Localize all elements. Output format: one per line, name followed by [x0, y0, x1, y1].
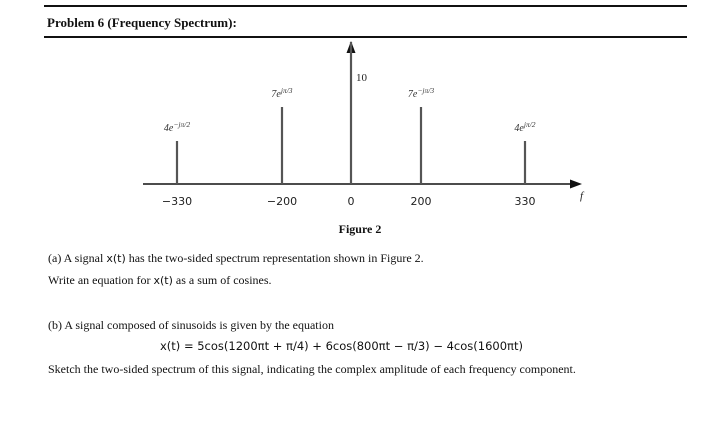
frequency-axis-arrow — [570, 180, 582, 189]
spectrum-figure — [0, 40, 720, 220]
amplitude-label: $4e^{-j\pi/2}$ — [163, 120, 191, 134]
problem-title: Problem 6 (Frequency Spectrum): — [47, 15, 237, 30]
part-a-statement — [48, 251, 424, 266]
axis-f-label: f — [580, 190, 584, 202]
part-a-question-suffix: as a sum of cosines. — [172, 273, 272, 287]
amplitude-label: $7e^{j\pi/3}$ — [271, 86, 293, 100]
part-a-question-prefix: Write an equation for — [48, 273, 154, 287]
part-b-equation: x(t) = 5cos(1200πt + π/4) + 6cos(800πt − π/3) − 4cos(1600πt) — [160, 339, 523, 353]
spectrum-stems — [162, 42, 536, 208]
top-rule — [44, 5, 687, 7]
amplitude-label: $7e^{-j\pi/3}$ — [407, 86, 435, 100]
tick-label: 330 — [514, 195, 536, 208]
part-a-suffix: has the two-sided spectrum representation shown in Figure 2. — [125, 251, 424, 265]
title-underline — [44, 36, 687, 38]
part-b-statement: (b) A signal composed of sinusoids is given by the equation — [48, 318, 334, 332]
amplitude-label: 10 — [356, 72, 367, 84]
tick-label: 200 — [410, 195, 432, 208]
tick-label: −200 — [266, 195, 298, 208]
part-a-question — [48, 273, 272, 288]
signal-symbol: x(t) — [106, 252, 126, 265]
tick-label: 0 — [347, 195, 355, 208]
figure-caption: Figure 2 — [338, 222, 382, 236]
tick-label: −330 — [161, 195, 193, 208]
amplitude-label: $4e^{j\pi/2}$ — [514, 120, 536, 134]
part-a-prefix: (a) A signal — [48, 251, 107, 265]
part-b-question: Sketch the two-sided spectrum of this signal, indicating the complex amplitude of each frequency component. — [48, 362, 576, 376]
signal-symbol-2: x(t) — [153, 274, 173, 287]
